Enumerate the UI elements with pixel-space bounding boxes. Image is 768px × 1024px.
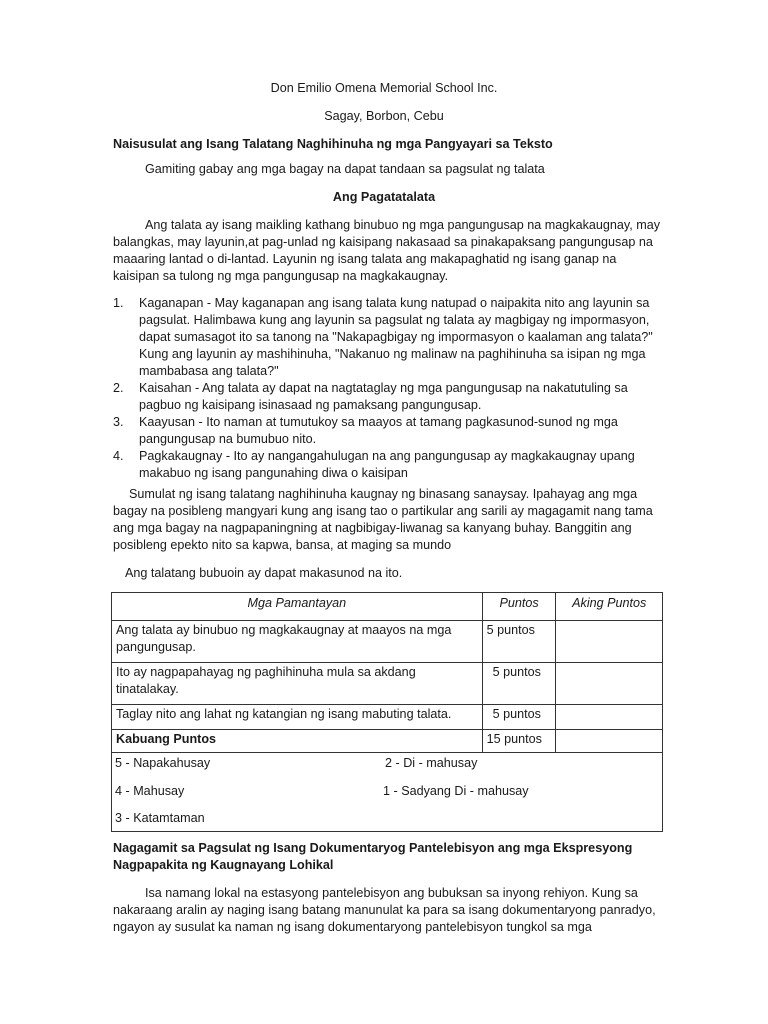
rubric-header-row (112, 593, 663, 621)
total-points: 15 puntos (482, 730, 556, 753)
list-text: Pagkakaugnay - Ito ay nangangahulugan na ang pangungusap ay magkakaugnay upang makabuo ng isang pangunahing diwa o kaisipan (139, 449, 635, 480)
list-item (113, 414, 661, 448)
list-item (113, 295, 661, 380)
scale-5: 5 - Napakahusay (115, 756, 211, 770)
list-number: 3. (113, 415, 124, 429)
list-number: 2. (113, 381, 124, 395)
rubric-table (111, 592, 663, 832)
criterion-cell: Taglay nito ang lahat ng katangian ng isang mabuting talata. (112, 705, 483, 730)
task-paragraph: Sumulat ng isang talatang naghihinuha kaugnay ng binasang sanaysay. Ipahayag ang mga bagay na posibleng mangyari kung ang isang tao o partikular ang sarili ay magagamit nang tama ang mga bagay na nagpapaningning at nagbibigay-liwanag sa kanyang buhay. Banggitin ang posibleng epekto nito sa kapwa, bansa, at maging sa mundo (113, 487, 653, 552)
school-name: Don Emilio Omena Memorial School Inc. (270, 81, 498, 95)
my-points-cell[interactable] (556, 663, 663, 705)
total-row (112, 730, 663, 753)
objective-heading-2: Nagagamit sa Pagsulat ng Isang Dokumentaryog Pantelebisyon ang mga Ekspresyong Nagpapakita ng Kaugnayang Lohikal (113, 841, 633, 872)
criterion-cell: Ang talata ay binubuo ng magkakaugnay at maayos na mga pangungusap. (112, 621, 483, 663)
table-row (112, 705, 663, 730)
scale-3: 3 - Katamtaman (115, 811, 205, 825)
list-number: 4. (113, 449, 124, 463)
school-address: Sagay, Borbon, Cebu (324, 109, 444, 123)
intro-paragraph: Ang talata ay isang maikling kathang binubuo ng mga pangungusap na magkakaugnay, may balangkas, may layunin,at pag-unlad ng kaisipang nakasaad sa pinakapaksang pangungusap na maaaring lantad o di-lantad. Layunin ng isang talata ang makapaghatid ng isang ganap na kaisipan sa tulong ng mga pangungusap na magkakaugnay. (113, 218, 661, 283)
total-label: Kabuang Puntos (112, 730, 483, 753)
points-cell: 5 puntos (482, 621, 556, 663)
list-number: 1. (113, 296, 124, 310)
header-points: Puntos (482, 593, 556, 621)
list-text: Kaayusan - Ito naman at tumutukoy sa maayos at tamang pagkasunod-sunod ng mga pangungusap na bumubuo nito. (139, 415, 618, 446)
guide-text: Gamiting gabay ang mga bagay na dapat tandaan sa pagsulat ng talata (145, 162, 545, 176)
my-points-cell[interactable] (556, 705, 663, 730)
scale-4: 4 - Mahusay (115, 784, 185, 798)
header-my-points: Aking Puntos (556, 593, 663, 621)
scale-row (112, 753, 663, 832)
criterion-cell: Ito ay nagpapahayag ng paghihinuha mula sa akdang tinatalakay. (112, 663, 483, 705)
points-cell: 5 puntos (482, 705, 556, 730)
table-row (112, 663, 663, 705)
list-text: Kaganapan - May kaganapan ang isang talata kung natupad o naipakita nito ang layunin sa pagsulat. Halimbawa kung ang layunin sa pagsulat ng talata ay magbigay ng impormasyon, dapat sumasagot ito sa tanong na "Nakapagbigay ng impormasyon o kaalaman ang talata?" Kung ang layunin ay mashihinuha, "Nakanuo ng malinaw na paghihinuha sa isipan ng mga mambabasa ang talata?" (139, 296, 653, 378)
list-item (113, 448, 661, 482)
rating-scale (112, 753, 663, 832)
my-points-cell[interactable] (556, 621, 663, 663)
points-cell: 5 puntos (482, 663, 556, 705)
list-text: Kaisahan - Ang talata ay dapat na nagtataglay ng mga pangungusap na nakatutuling sa pagbuo ng kaisipang isinasaad ng pamaksang pangungusap. (139, 381, 628, 412)
rubric-intro: Ang talatang bubuoin ay dapat makasunod na ito. (125, 566, 403, 580)
objective-heading-1: Naisusulat ang Isang Talatang Naghihinuha ng mga Pangyayari sa Teksto (113, 137, 553, 151)
my-total-cell[interactable] (556, 730, 663, 753)
header-criteria: Mga Pamantayan (112, 593, 483, 621)
element-list (113, 295, 661, 482)
list-item (113, 380, 661, 414)
closing-paragraph: Isa namang lokal na estasyong pantelebisyon ang bubuksan sa inyong rehiyon. Kung sa nakaraang aralin ay naging isang batang manunulat ka para sa isang dokumentaryong panradyo, ngayon ay susulat ka naman ng isang dokumentaryong pantelebisyon tungkol sa mga (113, 886, 656, 934)
scale-1: 1 - Sadyang Di - mahusay (383, 784, 529, 798)
section-title: Ang Pagatatalata (332, 190, 436, 204)
scale-2: 2 - Di - mahusay (385, 756, 478, 770)
table-row (112, 621, 663, 663)
